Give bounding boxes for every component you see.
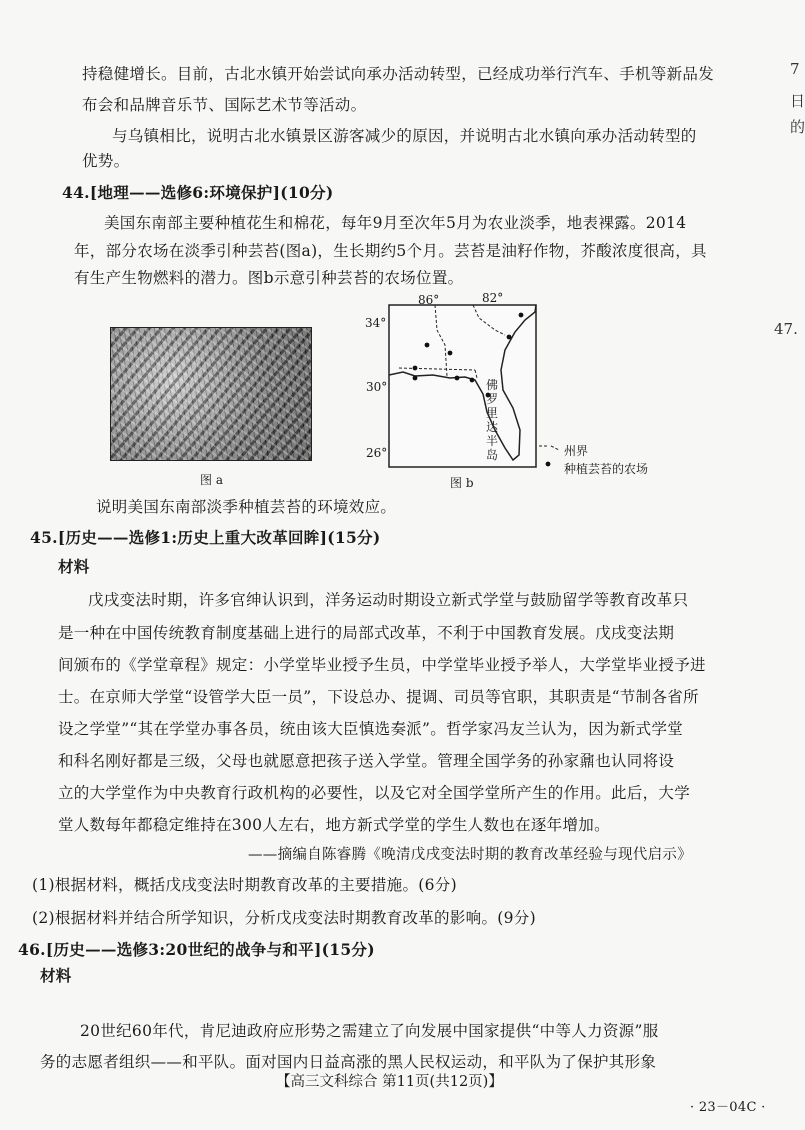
text-line-26: 务的志愿者组织——和平队。面对国内日益高涨的黑人民权运动，和平队为了保护其形象	[40, 1053, 657, 1071]
lat-label-26: 26°	[366, 446, 388, 460]
peninsula-label-6: 岛	[486, 448, 499, 462]
margin-fragment-2: 日	[790, 92, 805, 110]
source-citation: ——摘编自陈睿腾《晚清戊戌变法时期的教育改革经验与现代启示》	[248, 847, 692, 863]
question-45-heading: 45.[历史——选修1:历史上重大改革回眸](15分)	[30, 528, 381, 547]
figure-b-map	[355, 290, 665, 485]
peninsula-label-5: 半	[486, 434, 499, 448]
figure-a-photo	[110, 327, 312, 461]
text-line-15: 士。在京师大学堂“设管学大臣一员”，下设总办、提调、司员等官职，其职责是“节制各省所	[58, 688, 699, 706]
peninsula-label-1: 佛	[486, 378, 499, 392]
material-label-46: 材料	[40, 966, 72, 985]
text-line-25: 20世纪60年代，肯尼迪政府应形势之需建立了向发展中国家提供“中等人力资源”服	[80, 1022, 659, 1040]
material-label-45: 材料	[58, 557, 90, 576]
text-line-13: 是一种在中国传统教育制度基础上进行的局部式改革，不利于中国教育发展。戊戌变法期	[58, 624, 675, 642]
lat-label-30: 30°	[366, 380, 388, 394]
margin-fragment-3: 的	[790, 118, 805, 136]
lon-label-82: 82°	[482, 291, 504, 305]
figure-b-caption: 图 b	[450, 476, 474, 490]
text-line-1: 持稳健增长。目前，古北水镇开始尝试向承办活动转型，已经成功举行汽车、手机等新品发	[82, 65, 715, 83]
text-line-12: 戊戌变法时期，许多官绅认识到，洋务运动时期设立新式学堂与鼓励留学等教育改革只	[88, 591, 689, 609]
page-code: · 23－04C ·	[690, 1100, 766, 1115]
figure-a-caption: 图 a	[200, 473, 223, 487]
peninsula-label-2: 罗	[486, 392, 499, 406]
lon-label-86: 86°	[418, 293, 440, 307]
question-45-part-1: (1)根据材料，概括戊戌变法时期教育改革的主要措施。(6分)	[32, 876, 457, 894]
text-line-2: 布会和品牌音乐节、国际艺术节等活动。	[82, 96, 367, 114]
lat-label-34: 34°	[365, 316, 387, 330]
margin-question-47: 47.	[774, 320, 798, 338]
page-footer-label: 【高三文科综合 第11页(共12页)】	[276, 1074, 503, 1090]
text-line-14: 间颁布的《学堂章程》规定：小学堂毕业授予生员，中学堂毕业授予举人，大学堂毕业授予进	[58, 656, 706, 674]
legend-farm: 种植芸苔的农场	[564, 462, 649, 476]
text-line-17: 和科名刚好都是三级，父母也就愿意把孩子送入学堂。管理全国学务的孙家鼐也认同将设	[58, 752, 675, 770]
question-44-heading: 44.[地理——选修6:环境保护](10分)	[62, 183, 334, 202]
text-line-3: 与乌镇相比，说明古北水镇景区游客减少的原因，并说明古北水镇向承办活动转型的	[112, 127, 697, 145]
text-line-4: 优势。	[82, 152, 130, 170]
text-line-6: 美国东南部主要种植花生和棉花，每年9月至次年5月为农业淡季，地表裸露。2014	[104, 214, 687, 232]
text-line-9: 说明美国东南部淡季种植芸苔的环境效应。	[96, 498, 397, 516]
question-46-heading: 46.[历史——选修3:20世纪的战争与和平](15分)	[18, 940, 375, 959]
peninsula-label-4: 达	[486, 420, 499, 434]
text-line-18: 立的大学堂作为中央教育行政机构的必要性，以及它对全国学堂所产生的作用。此后，大学	[58, 784, 691, 802]
peninsula-label-3: 里	[486, 406, 499, 420]
text-line-19: 堂人数每年都稳定维持在300人左右，地方新式学堂的学生人数也在逐年增加。	[58, 816, 610, 834]
text-line-7: 年，部分农场在淡季引种芸苔(图a)，生长期约5个月。芸苔是油籽作物，芥酸浓度很高，具	[74, 242, 707, 260]
question-45-part-2: (2)根据材料并结合所学知识，分析戊戌变法时期教育改革的影响。(9分)	[32, 909, 536, 927]
margin-fragment-1: 7	[790, 60, 800, 78]
text-line-16: 设之学堂”“其在学堂办事各员，统由该大臣慎选奏派”。哲学家冯友兰认为，因为新式学堂	[58, 720, 684, 738]
text-line-8: 有生产生物燃料的潜力。图b示意引种芸苔的农场位置。	[74, 269, 464, 287]
legend-state-line: 州界	[564, 444, 589, 458]
